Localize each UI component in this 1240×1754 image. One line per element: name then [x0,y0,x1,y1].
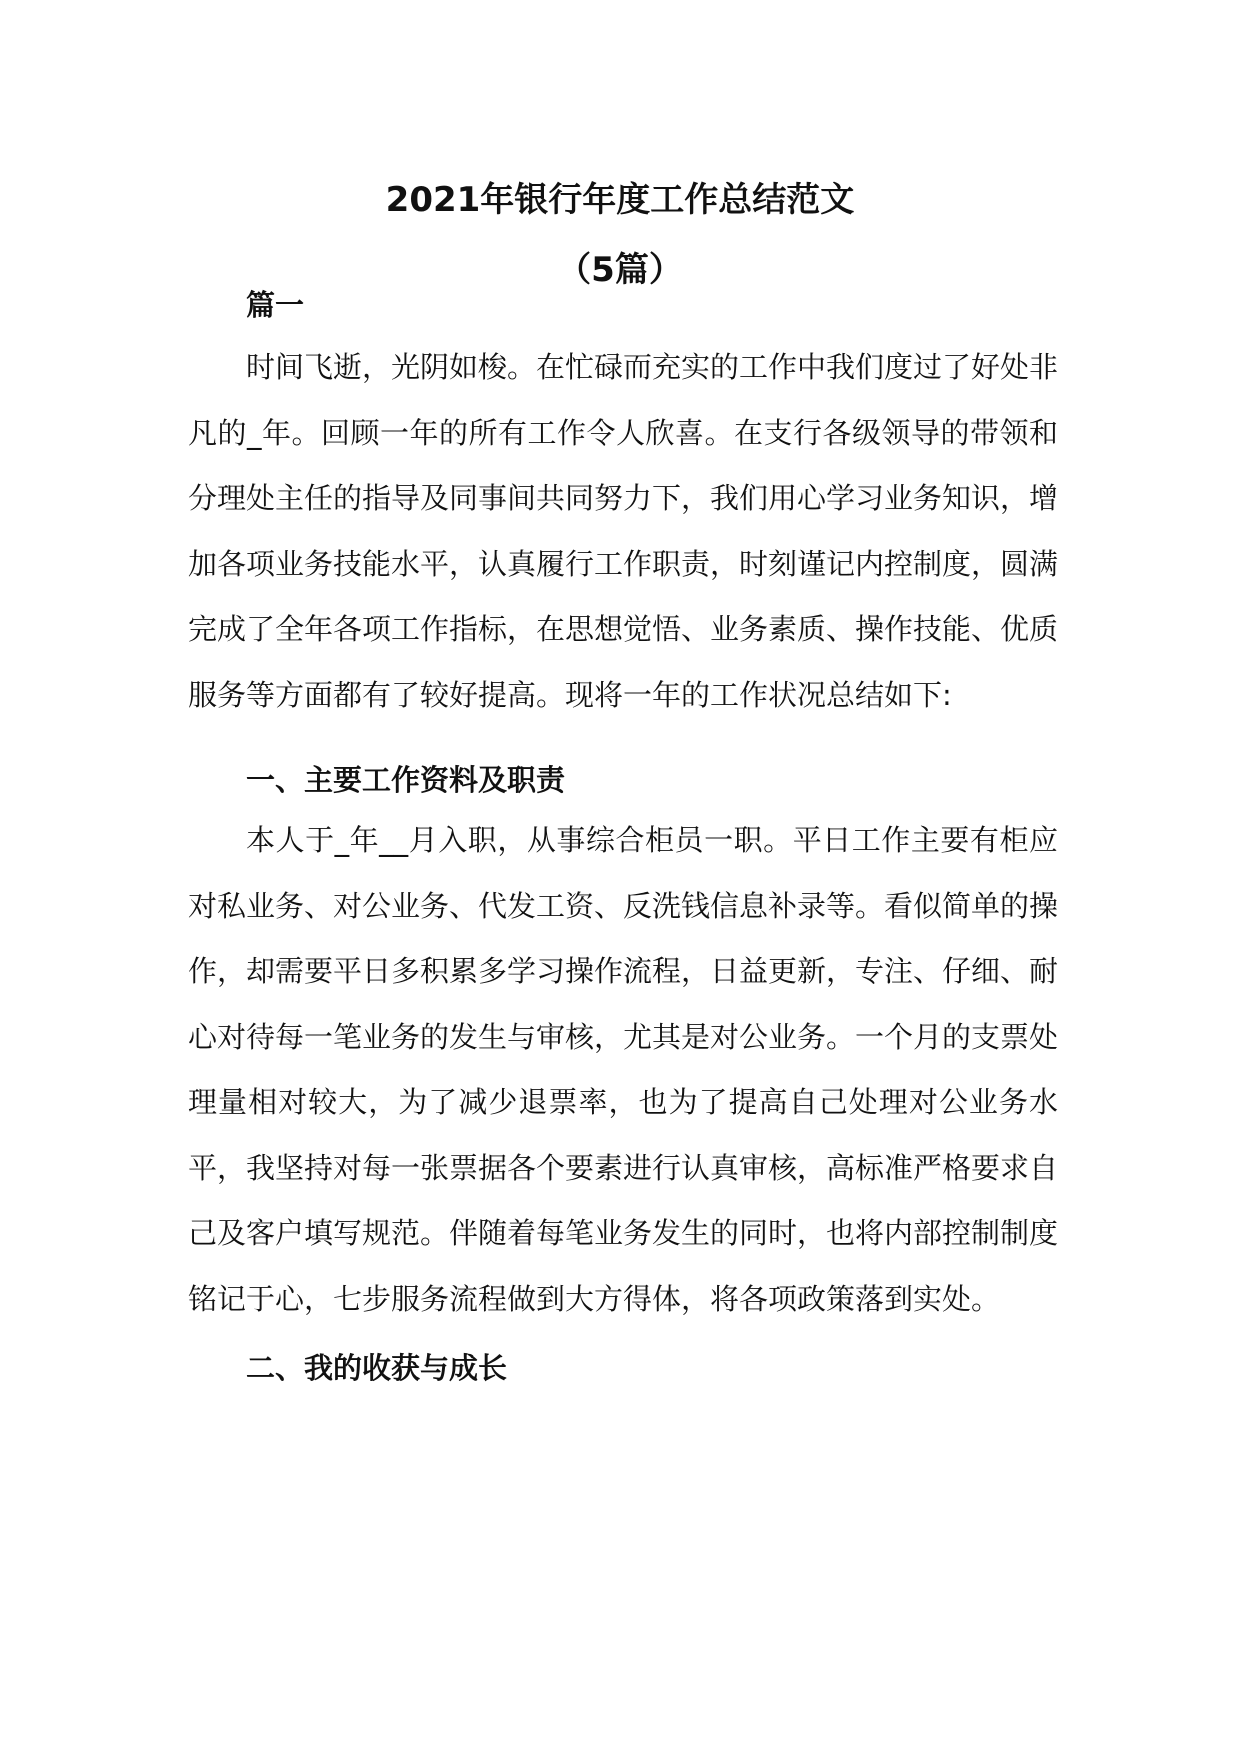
intro-paragraph: 时间飞逝，光阴如梭。在忙碌而充实的工作中我们度过了好处非凡的_年。回顾一年的所有工作令人欣喜。在支行各级领导的带领和分理处主任的指导及同事间共同努力下，我们用心学习业务知识，增加各项业务技能水平，认真履行工作职责，时刻谨记内控制度，圆满完成了全年各项工作指标，在思想觉悟、业务素质、操作技能、优质服务等方面都有了较好提高。现将一年的工作状况总结如下: [188,350,1059,712]
heading-main-duties: 一、主要工作资料及职责 [246,763,566,797]
heading-gains-growth: 二、我的收获与成长 [246,1351,508,1385]
document-subtitle: （5篇） [557,250,683,290]
section-label: 篇一 [246,288,305,322]
duties-paragraph: 本人于_年__月入职，从事综合柜员一职。平日工作主要有柜应对私业务、对公业务、代发工资、反洗钱信息补录等。看似简单的操作，却需要平日多积累多学习操作流程，日益更新，专注、仔细、耐心对待每一笔业务的发生与审核，尤其是对公业务。一个月的支票处理量相对较大，为了减少退票率，也为了提高自己处理对公业务水平，我坚持对每一张票据各个要素进行认真审核，高标准严格要求自己及客户填写规范。伴随着每笔业务发生的同时，也将内部控制制度铭记于心，七步服务流程做到大方得体，将各项政策落到实处。 [188,823,1059,1316]
document-title: 2021年银行年度工作总结范文 [385,180,855,220]
